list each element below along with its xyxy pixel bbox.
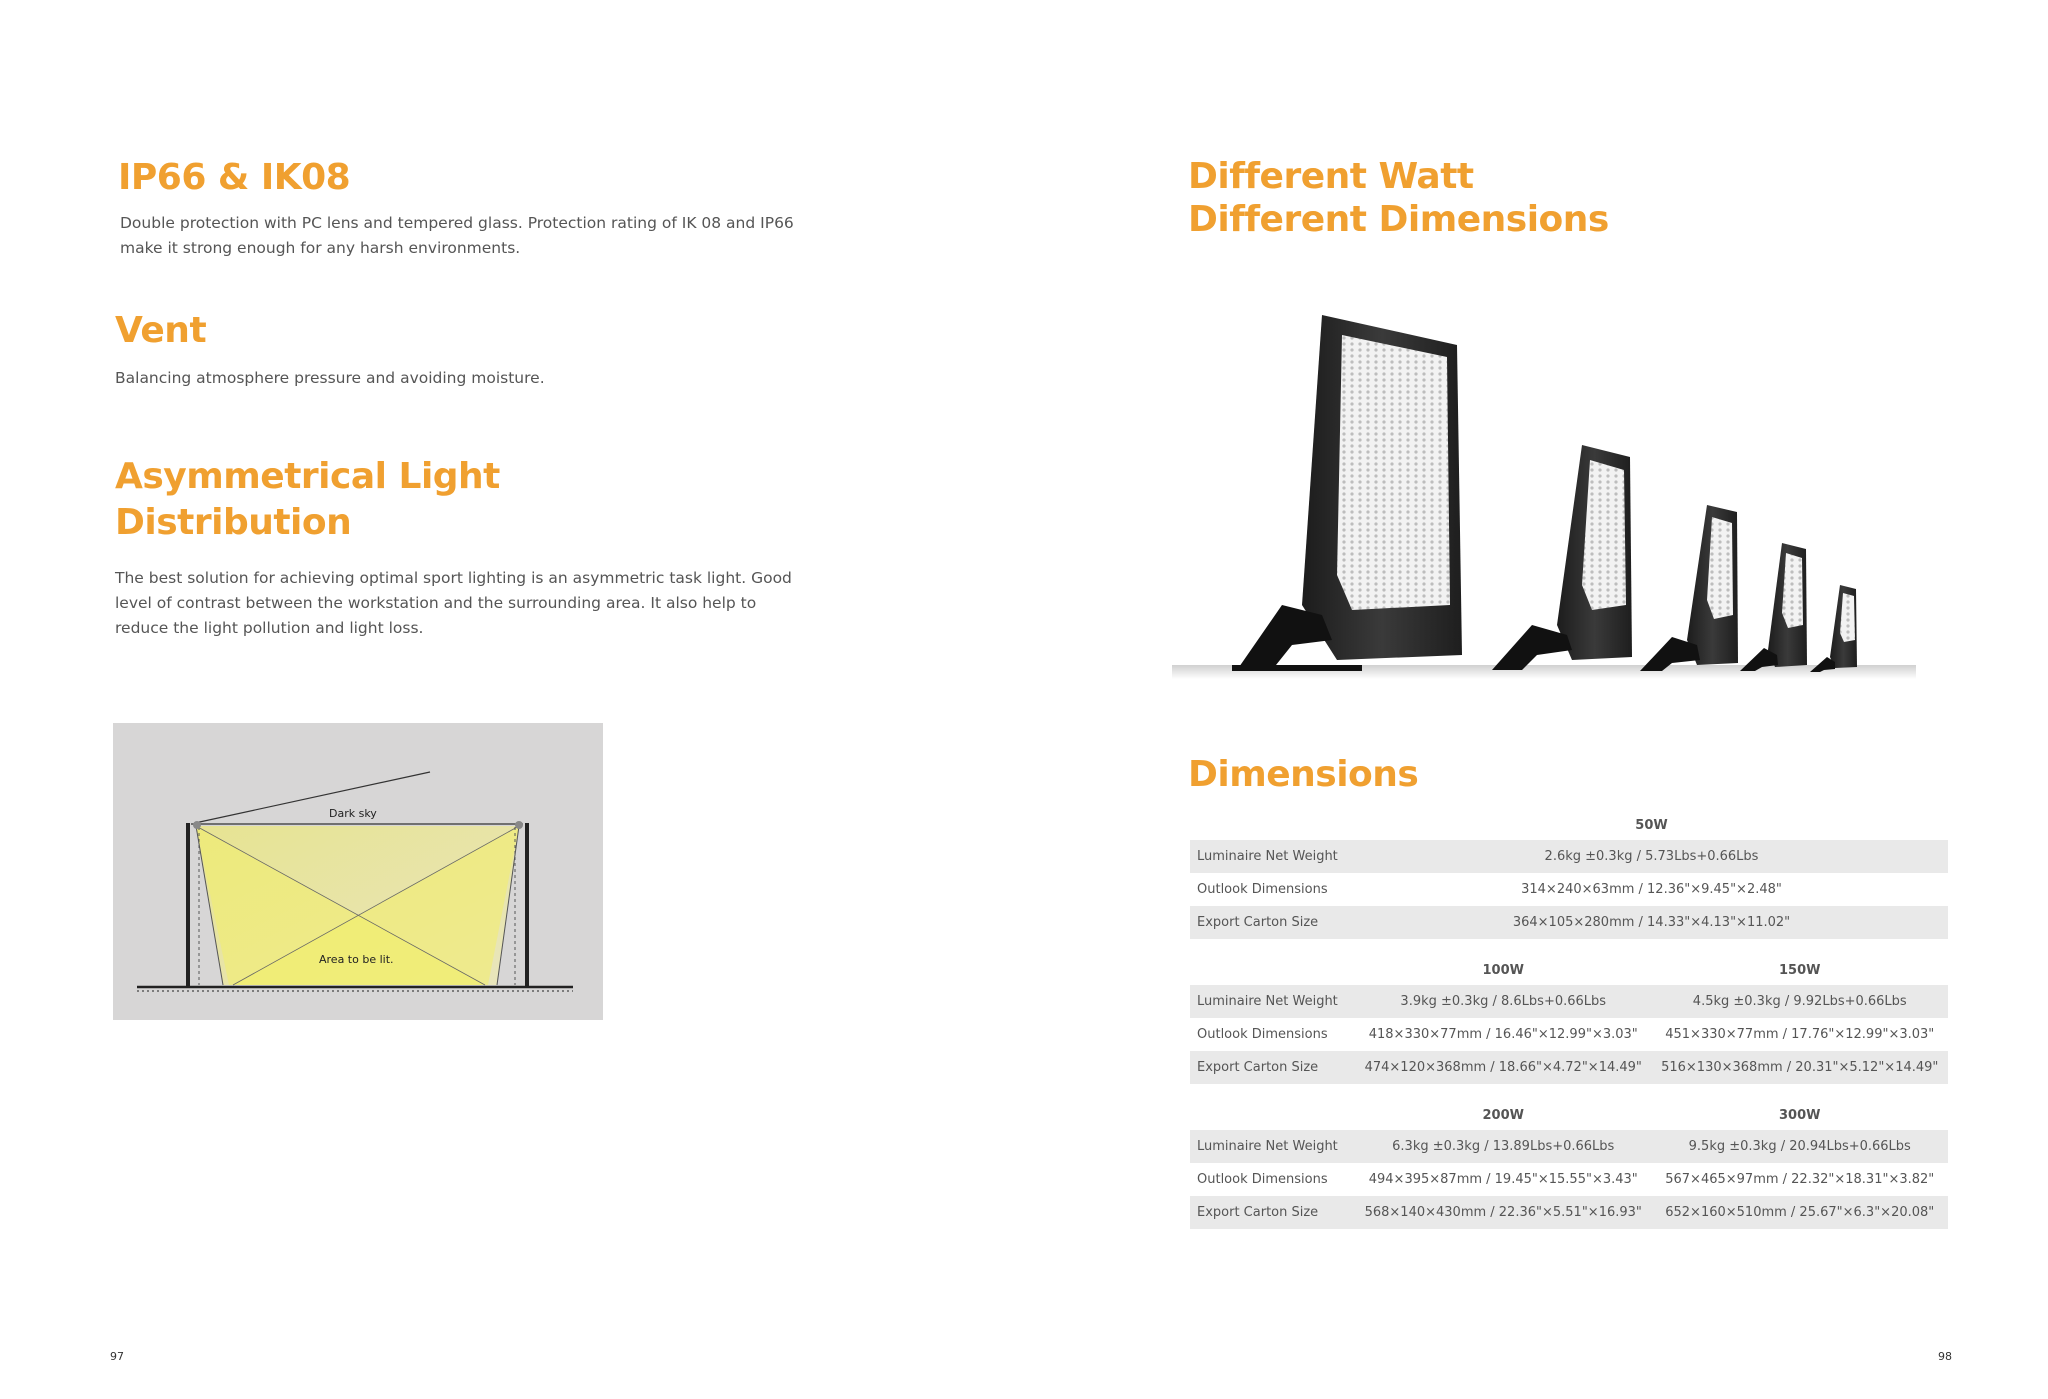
cell-value: 568×140×430mm / 22.36"×5.51"×16.93" xyxy=(1364,1205,1642,1220)
pole-left xyxy=(186,823,190,987)
cell-value: 567×465×97mm / 22.32"×18.31"×3.82" xyxy=(1665,1172,1935,1187)
area-label: Area to be lit. xyxy=(319,953,394,966)
cell-value: 652×160×510mm / 25.67"×6.3"×20.08" xyxy=(1665,1205,1935,1220)
table-row xyxy=(1190,906,1948,939)
table-row xyxy=(1190,1196,1948,1229)
cell-value: 418×330×77mm / 16.46"×12.99"×3.03" xyxy=(1368,1027,1638,1042)
watt-title-line-2: Different Dimensions xyxy=(1188,199,1609,240)
asym-title-line-2: Distribution xyxy=(115,502,352,543)
dimensions-title: Dimensions xyxy=(1188,754,1419,795)
table-row xyxy=(1190,873,1948,906)
table-row xyxy=(1190,840,1948,873)
cell-value: 364×105×280mm / 14.33"×4.13"×11.02" xyxy=(1512,915,1791,930)
table-row xyxy=(1190,1130,1948,1163)
vent-text: Balancing atmosphere pressure and avoiding moisture. xyxy=(115,369,545,387)
light-distribution-diagram xyxy=(113,723,603,1020)
asym-text-line-1: The best solution for achieving optimal sport lighting is an asymmetric task light. Good xyxy=(115,569,792,587)
column-header-100w: 100W xyxy=(1482,963,1524,978)
luminaire-right xyxy=(515,821,523,829)
column-header-200w: 200W xyxy=(1482,1108,1524,1123)
dimensions-table-50w xyxy=(1190,811,1948,939)
pole-right xyxy=(525,823,529,987)
floodlight-300w xyxy=(1232,315,1462,671)
row-label-outlook-dimensions: Outlook Dimensions xyxy=(1197,1027,1328,1042)
row-label-outlook-dimensions: Outlook Dimensions xyxy=(1197,882,1328,897)
floodlight-lineup-photo xyxy=(1172,305,1916,685)
page-number-right: 98 xyxy=(1938,1350,1952,1363)
dimensions-table-100w-150w xyxy=(1190,956,1948,1084)
luminaire-left xyxy=(193,821,201,829)
floodlight-200w xyxy=(1492,445,1632,670)
table-row xyxy=(1190,1051,1948,1084)
cell-value: 474×120×368mm / 18.66"×4.72"×14.49" xyxy=(1364,1060,1642,1075)
ip-text-line-2: make it strong enough for any harsh environments. xyxy=(120,239,521,257)
cell-value: 6.3kg ±0.3kg / 13.89Lbs+0.66Lbs xyxy=(1392,1139,1615,1154)
column-header-150w: 150W xyxy=(1779,963,1821,978)
cell-value: 494×395×87mm / 19.45"×15.55"×3.43" xyxy=(1368,1172,1638,1187)
floodlight-100w xyxy=(1740,543,1807,671)
row-label-net-weight: Luminaire Net Weight xyxy=(1197,994,1338,1009)
vent-title: Vent xyxy=(115,310,207,351)
column-header-300w: 300W xyxy=(1779,1108,1821,1123)
cell-value: 9.5kg ±0.3kg / 20.94Lbs+0.66Lbs xyxy=(1688,1139,1911,1154)
ip-title: IP66 & IK08 xyxy=(118,157,351,198)
column-header-50w: 50W xyxy=(1635,818,1668,833)
floodlight-50w xyxy=(1810,585,1857,672)
watt-title-line-1: Different Watt xyxy=(1188,156,1474,197)
asym-text-line-2: level of contrast between the workstation and the surrounding area. It also help to xyxy=(115,594,757,612)
table-header xyxy=(1190,956,1948,985)
dark-sky-line xyxy=(195,772,430,823)
asym-text-line-3: reduce the light pollution and light loss. xyxy=(115,619,424,637)
page-number-left: 97 xyxy=(110,1350,124,1363)
cell-value: 2.6kg ±0.3kg / 5.73Lbs+0.66Lbs xyxy=(1544,849,1759,864)
table-header xyxy=(1190,1101,1948,1130)
row-label-outlook-dimensions: Outlook Dimensions xyxy=(1197,1172,1328,1187)
cell-value: 451×330×77mm / 17.76"×12.99"×3.03" xyxy=(1665,1027,1935,1042)
table-header xyxy=(1190,811,1948,840)
asym-title-line-1: Asymmetrical Light xyxy=(115,456,500,497)
row-label-carton-size: Export Carton Size xyxy=(1197,915,1319,930)
row-label-carton-size: Export Carton Size xyxy=(1197,1060,1319,1075)
light-distribution-illustration xyxy=(113,723,603,1020)
dimensions-table-200w-300w xyxy=(1190,1101,1948,1229)
row-label-carton-size: Export Carton Size xyxy=(1197,1205,1319,1220)
table-row xyxy=(1190,1018,1948,1051)
floodlight-lineup-illustration xyxy=(1172,305,1916,685)
ip-text-line-1: Double protection with PC lens and tempered glass. Protection rating of IK 08 and IP66 xyxy=(120,214,794,232)
row-label-net-weight: Luminaire Net Weight xyxy=(1197,1139,1338,1154)
table-row xyxy=(1190,1163,1948,1196)
cell-value: 516×130×368mm / 20.31"×5.12"×14.49" xyxy=(1661,1060,1939,1075)
dark-sky-label: Dark sky xyxy=(329,807,377,820)
cell-value: 314×240×63mm / 12.36"×9.45"×2.48" xyxy=(1521,882,1782,897)
floodlight-150w xyxy=(1640,505,1738,671)
cell-value: 3.9kg ±0.3kg / 8.6Lbs+0.66Lbs xyxy=(1400,994,1607,1009)
cell-value: 4.5kg ±0.3kg / 9.92Lbs+0.66Lbs xyxy=(1692,994,1907,1009)
table-row xyxy=(1190,985,1948,1018)
row-label-net-weight: Luminaire Net Weight xyxy=(1197,849,1338,864)
